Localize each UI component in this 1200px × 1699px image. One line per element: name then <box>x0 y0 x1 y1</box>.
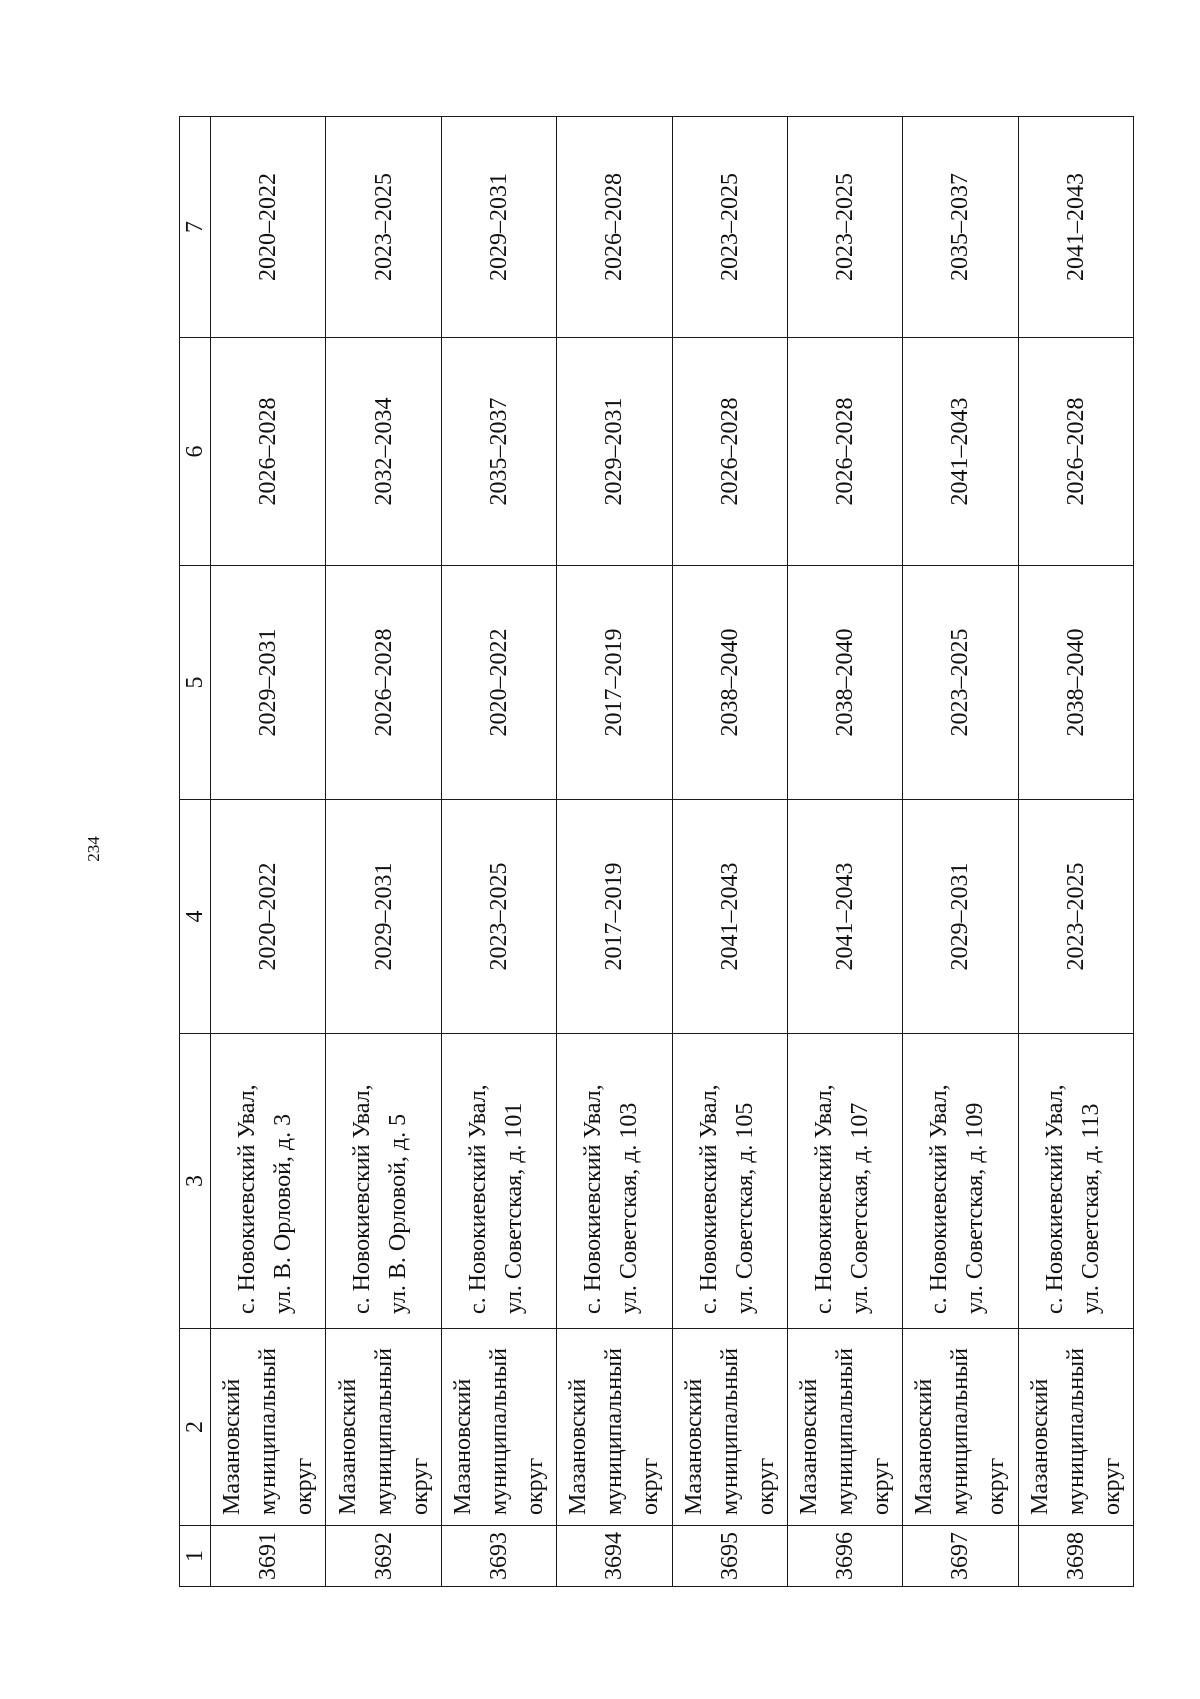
address-cell <box>672 1034 787 1329</box>
district-line: Мазановский <box>565 1378 592 1515</box>
district-line: округ <box>521 1457 548 1515</box>
period-col-7: 2026–2028 <box>557 117 672 338</box>
period-col-4: 2041–2043 <box>787 800 902 1034</box>
period-col-4: 2020–2022 <box>211 800 326 1034</box>
period-col-6: 2032–2034 <box>326 338 441 566</box>
district-line: муниципальный <box>832 1347 859 1515</box>
period-col-5: 2038–2040 <box>787 566 902 800</box>
district-line: Мазановский <box>796 1378 823 1515</box>
district-cell <box>441 1329 556 1526</box>
period-col-7: 2023–2025 <box>787 117 902 338</box>
district-line: округ <box>637 1457 664 1515</box>
district-line: муниципальный <box>255 1347 282 1515</box>
period-col-5: 2017–2019 <box>557 566 672 800</box>
address-line: ул. Советская, д. 109 <box>962 1102 989 1314</box>
period-col-7: 2035–2037 <box>903 117 1018 338</box>
address-cell <box>441 1034 556 1329</box>
district-line: муниципальный <box>947 1347 974 1515</box>
period-col-4: 2041–2043 <box>672 800 787 1034</box>
header-col-3: 3 <box>180 1034 211 1329</box>
table-row <box>557 117 672 1587</box>
district-line: Мазановский <box>219 1378 246 1515</box>
rotated-table-wrapper <box>179 117 1134 1587</box>
period-col-4: 2023–2025 <box>441 800 556 1034</box>
address-line: ул. Советская, д. 101 <box>500 1102 527 1314</box>
address-line: с. Новокиевский Увал, <box>464 1084 491 1314</box>
table-row <box>903 117 1018 1587</box>
table-row <box>787 117 902 1587</box>
address-cell <box>211 1034 326 1329</box>
page-number: 234 <box>84 836 103 862</box>
address-line: ул. Советская, д. 105 <box>731 1102 758 1314</box>
address-cell <box>903 1034 1018 1329</box>
district-line: муниципальный <box>716 1347 743 1515</box>
address-cell <box>557 1034 672 1329</box>
period-col-6: 2041–2043 <box>903 338 1018 566</box>
table-row <box>441 117 556 1587</box>
period-col-7: 2023–2025 <box>672 117 787 338</box>
address-line: с. Новокиевский Увал, <box>810 1084 837 1314</box>
district-cell <box>787 1329 902 1526</box>
row-number: 3694 <box>557 1526 672 1587</box>
header-row <box>180 117 211 1587</box>
period-col-6: 2026–2028 <box>672 338 787 566</box>
district-cell <box>1018 1329 1133 1526</box>
period-col-7: 2041–2043 <box>1018 117 1133 338</box>
district-line: округ <box>983 1457 1010 1515</box>
district-line: муниципальный <box>601 1347 628 1515</box>
district-cell <box>211 1329 326 1526</box>
period-col-6: 2026–2028 <box>211 338 326 566</box>
address-line: с. Новокиевский Увал, <box>580 1084 607 1314</box>
district-line: муниципальный <box>485 1347 512 1515</box>
address-cell <box>326 1034 441 1329</box>
period-col-7: 2029–2031 <box>441 117 556 338</box>
period-col-5: 2023–2025 <box>903 566 1018 800</box>
row-number: 3691 <box>211 1526 326 1587</box>
period-col-6: 2029–2031 <box>557 338 672 566</box>
row-number: 3693 <box>441 1526 556 1587</box>
period-col-7: 2020–2022 <box>211 117 326 338</box>
district-line: округ <box>868 1457 895 1515</box>
period-col-5: 2038–2040 <box>1018 566 1133 800</box>
district-line: округ <box>291 1457 318 1515</box>
table-row <box>326 117 441 1587</box>
table-row <box>672 117 787 1587</box>
address-line: с. Новокиевский Увал, <box>695 1084 722 1314</box>
district-line: Мазановский <box>911 1378 938 1515</box>
district-cell <box>672 1329 787 1526</box>
address-line: ул. Советская, д. 103 <box>616 1102 643 1314</box>
header-col-4: 4 <box>180 800 211 1034</box>
period-col-4: 2023–2025 <box>1018 800 1133 1034</box>
district-line: муниципальный <box>370 1347 397 1515</box>
period-col-4: 2017–2019 <box>557 800 672 1034</box>
period-col-4: 2029–2031 <box>326 800 441 1034</box>
row-number: 3697 <box>903 1526 1018 1587</box>
district-line: муниципальный <box>1062 1347 1089 1515</box>
period-col-5: 2026–2028 <box>326 566 441 800</box>
header-col-5: 5 <box>180 566 211 800</box>
district-cell <box>903 1329 1018 1526</box>
district-cell <box>326 1329 441 1526</box>
period-col-6: 2035–2037 <box>441 338 556 566</box>
period-col-6: 2026–2028 <box>787 338 902 566</box>
district-line: округ <box>1098 1457 1125 1515</box>
header-col-6: 6 <box>180 338 211 566</box>
header-col-2: 2 <box>180 1329 211 1526</box>
district-line: Мазановский <box>1026 1378 1053 1515</box>
period-col-6: 2026–2028 <box>1018 338 1133 566</box>
schedule-table <box>179 116 1134 1587</box>
header-col-7: 7 <box>180 117 211 338</box>
header-col-1: 1 <box>180 1526 211 1587</box>
district-line: Мазановский <box>449 1378 476 1515</box>
address-line: ул. Советская, д. 107 <box>846 1102 873 1314</box>
row-number: 3696 <box>787 1526 902 1587</box>
address-line: ул. Советская, д. 113 <box>1077 1103 1104 1314</box>
district-cell <box>557 1329 672 1526</box>
row-number: 3692 <box>326 1526 441 1587</box>
district-line: Мазановский <box>680 1378 707 1515</box>
period-col-5: 2020–2022 <box>441 566 556 800</box>
period-col-5: 2038–2040 <box>672 566 787 800</box>
period-col-4: 2029–2031 <box>903 800 1018 1034</box>
row-number: 3695 <box>672 1526 787 1587</box>
table-row <box>211 117 326 1587</box>
address-cell <box>787 1034 902 1329</box>
address-line: с. Новокиевский Увал, <box>349 1084 376 1314</box>
period-col-5: 2029–2031 <box>211 566 326 800</box>
district-line: округ <box>406 1457 433 1515</box>
address-line: с. Новокиевский Увал, <box>234 1084 260 1314</box>
period-col-7: 2023–2025 <box>326 117 441 338</box>
address-line: ул. В. Орловой, д. 5 <box>385 1113 412 1314</box>
address-cell <box>1018 1034 1133 1329</box>
row-number: 3698 <box>1018 1526 1133 1587</box>
address-line: с. Новокиевский Увал, <box>926 1084 953 1314</box>
address-line: с. Новокиевский Увал, <box>1041 1084 1068 1314</box>
address-line: ул. В. Орловой, д. 3 <box>270 1113 296 1314</box>
district-line: округ <box>752 1457 779 1515</box>
table-row <box>1018 117 1133 1587</box>
district-line: Мазановский <box>334 1378 361 1515</box>
